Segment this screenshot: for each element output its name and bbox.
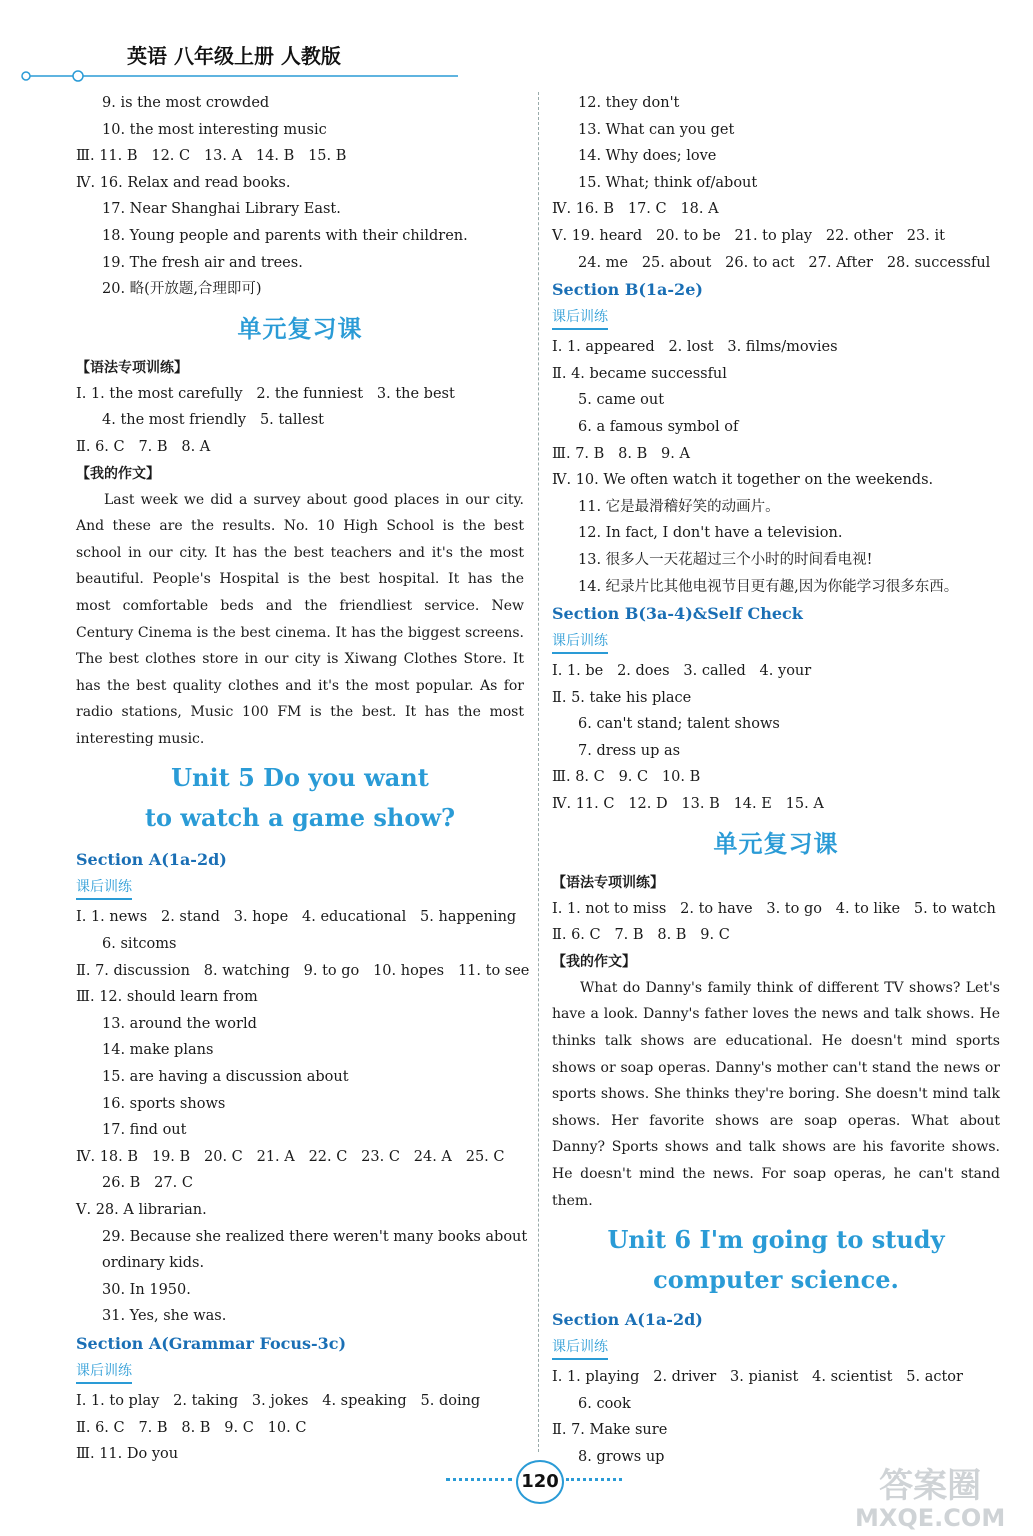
answer-line: Ⅱ. 7. Make sure	[552, 1422, 668, 1439]
unit-review-title: 单元复习课	[713, 829, 839, 858]
answer-line: 8. grows up	[578, 1448, 665, 1465]
practice-tag: 课后训练	[552, 630, 608, 654]
answer-line: 4. the most friendly 5. tallest	[102, 412, 324, 429]
answer-line: Ⅳ. 16. Relax and read books.	[76, 174, 291, 191]
practice-tag: 课后训练	[552, 306, 608, 330]
answer-line: 14. 纪录片比其他电视节目更有趣,因为你能学习很多东西。	[578, 578, 959, 595]
answer-line: 14. make plans	[102, 1042, 214, 1059]
watermark-url-text: MXQE.COM	[855, 1504, 1006, 1532]
answer-line: 6. sitcoms	[102, 936, 177, 953]
answer-line: Ⅱ. 6. C 7. B 8. B 9. C	[552, 927, 730, 944]
grammar-label: 【语法专项训练】	[552, 874, 664, 891]
answer-line: Ⅲ. 7. B 8. B 9. A	[552, 445, 690, 462]
section-title: Section A(1a-2d)	[552, 1310, 703, 1330]
unit-title: Unit 6 I'm going to study	[607, 1225, 945, 1255]
answer-line: Ⅰ. 1. the most carefully 2. the funniest 3. the best	[76, 385, 455, 402]
answer-line: Ⅰ. 1. appeared 2. lost 3. films/movies	[552, 339, 838, 356]
page-number: 120	[516, 1460, 564, 1504]
answer-line: 17. Near Shanghai Library East.	[102, 201, 341, 218]
answer-line: Ⅳ. 10. We often watch it together on the weekends.	[552, 472, 934, 489]
unit-title: computer science.	[653, 1265, 899, 1295]
section-title: Section A(Grammar Focus-3c)	[76, 1333, 347, 1353]
unit-title: Unit 5 Do you want	[171, 763, 429, 793]
column-divider	[538, 92, 539, 1452]
answer-line: Ⅱ. 4. became successful	[552, 365, 727, 382]
practice-tag: 课后训练	[76, 876, 132, 900]
essay-label: 【我的作文】	[552, 953, 636, 970]
answer-line: 20. 略(开放题,合理即可)	[102, 281, 262, 298]
answer-line: Ⅲ. 11. B 12. C 13. A 14. B 15. B	[76, 148, 347, 165]
answer-line: 6. can't stand; talent shows	[578, 716, 780, 733]
answer-line: 24. me 25. about 26. to act 27. After 28. successful	[578, 254, 991, 271]
left-column	[76, 90, 530, 1468]
answer-line: Ⅱ. 6. C 7. B 8. A	[76, 438, 211, 455]
section-title: Section B(3a-4)&Self Check	[552, 604, 803, 624]
essay-text: What do Danny's family think of different TV shows? Let's have a look. Danny's father loves the news and talk shows. He thinks talk shows are educational. He doesn't mind sports shows or soap operas. Danny's mother can't stand the news or sports shows. She thinks they're boring. She doesn't mind talk shows. Her favorite shows are soap operas. What about Danny? Sports shows and talk shows are his favorite shows. He doesn't mind the news. For soap operas, he can't stand them.	[552, 979, 1000, 1209]
answer-line: Ⅱ. 5. take his place	[552, 689, 692, 706]
answer-line: 7. dress up as	[578, 742, 681, 759]
answer-line: 12. In fact, I don't have a television.	[578, 525, 843, 542]
unit-review-title: 单元复习课	[237, 314, 363, 343]
answer-line: 17. find out	[102, 1122, 187, 1139]
answer-line: Ⅰ. 1. not to miss 2. to have 3. to go 4. to like 5. to watch	[552, 900, 996, 917]
answer-line: Ⅲ. 12. should learn from	[76, 989, 258, 1006]
page-header	[0, 0, 1033, 90]
answer-line: 13. 很多人一天花超过三个小时的时间看电视!	[578, 551, 873, 568]
answer-line: Ⅴ. 19. heard 20. to be 21. to play 22. other 23. it	[552, 227, 945, 244]
answer-line: Ⅰ. 1. be 2. does 3. called 4. your	[552, 663, 812, 680]
answer-line: 15. What; think of/about	[578, 174, 758, 191]
answer-line: 29. Because she realized there weren't many books about	[102, 1228, 528, 1245]
answer-line: Ⅰ. 1. playing 2. driver 3. pianist 4. scientist 5. actor	[552, 1369, 963, 1386]
answer-line: 9. is the most crowded	[102, 95, 270, 111]
essay-label: 【我的作文】	[76, 465, 160, 482]
answer-line: Ⅲ. 8. C 9. C 10. B	[552, 769, 701, 786]
unit-title: to watch a game show?	[144, 803, 456, 833]
essay-text: Last week we did a survey about good places in our city. And these are the results. No. 10 High School is the best school in our city. It has the best teachers and it's the most beautiful. People's Hospital is the best hospital. It has the most comfortable beds and the friendliest service. New Century Cinema is the best cinema. It has the biggest screens. The best clothes store in our city is Xiwang Clothes Store. It has the best quality clothes and it's the most popular. As for radio stations, Music 100 FM is the best. It has the most interesting music.	[76, 491, 524, 747]
answer-line: 5. came out	[578, 392, 665, 409]
answer-line: 16. sports shows	[102, 1095, 226, 1112]
practice-tag: 课后训练	[552, 1336, 608, 1360]
answer-line: Ⅲ. 11. Do you	[76, 1446, 179, 1463]
section-title: Section A(1a-2d)	[76, 850, 227, 870]
answer-line: 26. B 27. C	[102, 1175, 193, 1192]
footer-dots-left	[446, 1478, 512, 1485]
watermark-logo-text: 答案圈	[879, 1466, 982, 1506]
answer-line: 30. In 1950.	[102, 1281, 191, 1298]
answer-line: Ⅳ. 11. C 12. D 13. B 14. E 15. A	[552, 796, 824, 813]
answer-line: 14. Why does; love	[578, 148, 717, 165]
answer-line: 19. The fresh air and trees.	[102, 254, 303, 271]
grammar-label: 【语法专项训练】	[76, 359, 188, 376]
answer-line: 31. Yes, she was.	[102, 1308, 227, 1325]
answer-line: ordinary kids.	[102, 1255, 205, 1272]
section-title: Section B(1a-2e)	[552, 280, 703, 300]
answer-line: Ⅳ. 16. B 17. C 18. A	[552, 201, 719, 218]
answer-line: 13. around the world	[102, 1015, 257, 1032]
watermark	[855, 1468, 1005, 1532]
answer-line: Ⅰ. 1. to play 2. taking 3. jokes 4. speaking 5. doing	[76, 1392, 481, 1409]
answer-line: 18. Young people and parents with their children.	[102, 227, 468, 244]
header-title: 英语 八年级上册 人教版	[127, 44, 341, 68]
answer-line: Ⅴ. 28. A librarian.	[76, 1202, 207, 1218]
right-column	[552, 90, 1000, 1471]
footer-dots-right	[566, 1478, 622, 1485]
answer-line: Ⅰ. 1. news 2. stand 3. hope 4. educational 5. happening	[76, 909, 517, 926]
answer-line: 12. they don't	[578, 95, 680, 111]
answer-line: 13. What can you get	[578, 121, 735, 138]
answer-line: Ⅱ. 7. discussion 8. watching 9. to go 10. hopes 11. to see	[76, 962, 530, 979]
practice-tag: 课后训练	[76, 1360, 132, 1384]
header-decoration-line	[20, 70, 460, 82]
answer-line: Ⅳ. 18. B 19. B 20. C 21. A 22. C 23. C 24. A 25. C	[76, 1148, 505, 1165]
answer-line: 11. 它是最滑稽好笑的动画片。	[578, 498, 780, 515]
answer-line: 10. the most interesting music	[102, 121, 327, 138]
answer-line: Ⅱ. 6. C 7. B 8. B 9. C 10. C	[76, 1419, 307, 1436]
answer-line: 6. a famous symbol of	[578, 418, 739, 435]
answer-line: 6. cook	[578, 1395, 631, 1412]
answer-line: 15. are having a discussion about	[102, 1069, 349, 1086]
